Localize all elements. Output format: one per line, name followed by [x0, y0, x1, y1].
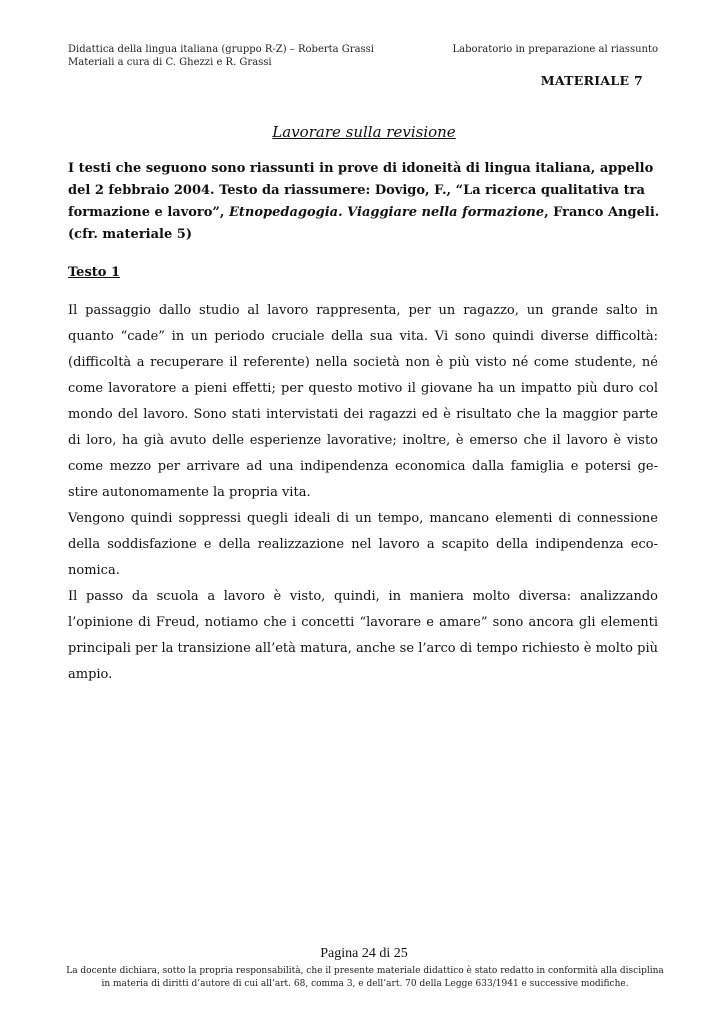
disclaimer-line-2: in materia di diritti d’autore di cui all’art. 68, comma 3, e dell’art. 70 della Legge 633/1941 e successive modifiche. — [101, 979, 629, 989]
intro-book-title: Etnopedagogia. Viaggiare nella formazione — [228, 205, 545, 220]
header-editors: Materiali a cura di C. Ghezzi e R. Grassi — [68, 57, 272, 68]
page-title: Lavorare sulla revisione — [272, 123, 456, 141]
page-number: Pagina 24 di 25 — [320, 946, 408, 961]
material-label: MATERIALE 7 — [540, 73, 643, 88]
intro-text-2: , Franco Angeli. (cfr. materiale 5) — [68, 205, 660, 242]
header-course: Didattica della lingua italiana (gruppo R-Z) – Roberta Grassi — [68, 44, 374, 55]
paragraph-2: Vengono quindi soppressi quegli ideali di un tempo, mancano elementi di connessione della soddisfazione e della realizzazione nel lavoro a scapito della indipendenza eco-nomica. — [68, 511, 658, 578]
paragraph-1: Il passaggio dallo studio al lavoro rappresenta, per un ragazzo, un grande salto in quanto “cade” in un periodo cruciale della sua vita. Vi sono quindi diverse difficoltà: (difficoltà a recuperare il referente) nella società non è più visto né come studente, né come lavoratore a pieni effetti; per questo motivo il giovane ha un impatto più duro col mondo del lavoro. Sono stati intervistati dei ragazzi ed è risultato che la maggior parte di loro, ha già avuto delle esperienze lavorative; inoltre, è emerso che il lavoro è visto come mezzo per arrivare ad una indipendenza economica dalla famiglia e potersi ge-stire autonomamente la propria vita. — [68, 303, 658, 500]
intro-text-1: I testi che seguono sono riassunti in prove di idoneità di lingua italiana, appello del 2 febbraio 2004. Testo da riassumere: Dovigo, F., “La ricerca qualitativa tra formazione e lavoro”, — [68, 161, 654, 220]
disclaimer-line-1: La docente dichiara, sotto la propria responsabilità, che il presente materiale didattico è stato redatto in conformità alla disciplina — [66, 966, 664, 976]
disclaimer — [60, 965, 670, 991]
paragraph-3: Il passo da scuola a lavoro è visto, quindi, in maniera molto diversa: analizzando l’opinione di Freud, notiamo che i concetti “lavorare e amare” sono ancora gli elementi principali per la transizione all’età matura, anche se l’arco di tempo richiesto è molto più ampio. — [68, 589, 658, 682]
body-text — [68, 298, 658, 688]
intro-paragraph — [68, 158, 668, 246]
header-left — [68, 43, 374, 69]
section-title: Testo 1 — [68, 265, 121, 280]
header-lab: Laboratorio in preparazione al riassunto — [452, 44, 658, 55]
